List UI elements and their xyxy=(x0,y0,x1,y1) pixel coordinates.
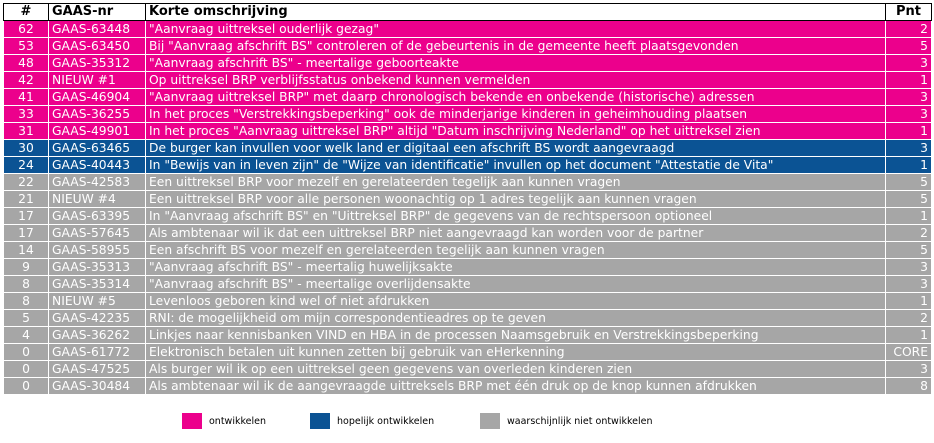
table-row xyxy=(4,310,932,327)
points-cell: 3 xyxy=(886,259,932,276)
description-cell: Een uittreksel BRP voor mezelf en gerelateerden tegelijk aan kunnen vragen xyxy=(146,174,886,191)
points-cell: 2 xyxy=(886,21,932,38)
gaas-nr-cell: GAAS-58955 xyxy=(49,242,146,259)
gaas-nr-cell: GAAS-46904 xyxy=(49,89,146,106)
points-cell: 3 xyxy=(886,89,932,106)
table-row xyxy=(4,55,932,72)
table-row xyxy=(4,208,932,225)
gaas-nr-cell: GAAS-30484 xyxy=(49,378,146,395)
description-cell: In "Aanvraag afschrift BS" en "Uittreksel BRP" de gegevens van de rechtspersoon optioneel xyxy=(146,208,886,225)
row-number: 30 xyxy=(4,140,49,157)
backlog-table xyxy=(3,3,932,395)
points-cell: 8 xyxy=(886,378,932,395)
table-row xyxy=(4,225,932,242)
legend-label: hopelijk ontwikkelen xyxy=(337,416,435,427)
row-number: 33 xyxy=(4,106,49,123)
table-row xyxy=(4,72,932,89)
gaas-nr-cell: GAAS-36262 xyxy=(49,327,146,344)
gaas-nr-cell: GAAS-35314 xyxy=(49,276,146,293)
gaas-nr-cell: GAAS-42235 xyxy=(49,310,146,327)
row-number: 9 xyxy=(4,259,49,276)
row-number: 22 xyxy=(4,174,49,191)
description-cell: In het proces "Aanvraag uittreksel BRP" altijd "Datum inschrijving Nederland" op het uittreksel zien xyxy=(146,123,886,140)
row-number: 53 xyxy=(4,38,49,55)
gaas-nr-cell: NIEUW #4 xyxy=(49,191,146,208)
gaas-nr-cell: GAAS-63448 xyxy=(49,21,146,38)
row-number: 42 xyxy=(4,72,49,89)
points-cell: 2 xyxy=(886,225,932,242)
table-row xyxy=(4,293,932,310)
table-row xyxy=(4,106,932,123)
legend-label: ontwikkelen xyxy=(209,416,266,427)
table-row xyxy=(4,123,932,140)
row-number: 4 xyxy=(4,327,49,344)
description-cell: Als ambtenaar wil ik dat een uittreksel BRP niet aangevraagd kan worden voor de partner xyxy=(146,225,886,242)
table-row xyxy=(4,242,932,259)
row-number: 0 xyxy=(4,378,49,395)
column-header-gaas-nr: GAAS-nr xyxy=(49,4,146,21)
description-cell: "Aanvraag uittreksel ouderlijk gezag" xyxy=(146,21,886,38)
row-number: 8 xyxy=(4,276,49,293)
description-cell: Als ambtenaar wil ik de aangevraagde uittreksels BRP met één druk op de knop kunnen afdrukken xyxy=(146,378,886,395)
description-cell: Elektronisch betalen uit kunnen zetten bij gebruik van eHerkenning xyxy=(146,344,886,361)
gaas-nr-cell: GAAS-47525 xyxy=(49,361,146,378)
gaas-nr-cell: GAAS-63395 xyxy=(49,208,146,225)
points-cell: 5 xyxy=(886,191,932,208)
table-row xyxy=(4,89,932,106)
table-row xyxy=(4,140,932,157)
table-row xyxy=(4,361,932,378)
gaas-nr-cell: GAAS-63450 xyxy=(49,38,146,55)
points-cell: 5 xyxy=(886,38,932,55)
description-cell: Levenloos geboren kind wel of niet afdrukken xyxy=(146,293,886,310)
points-cell: 1 xyxy=(886,123,932,140)
row-number: 0 xyxy=(4,361,49,378)
legend-swatch-pink xyxy=(182,413,202,429)
gaas-nr-cell: GAAS-36255 xyxy=(49,106,146,123)
points-cell: 3 xyxy=(886,361,932,378)
description-cell: RNI: de mogelijkheid om mijn correspondentieadres op te geven xyxy=(146,310,886,327)
points-cell: 3 xyxy=(886,276,932,293)
row-number: 0 xyxy=(4,344,49,361)
points-cell: 1 xyxy=(886,157,932,174)
row-number: 5 xyxy=(4,310,49,327)
gaas-nr-cell: GAAS-42583 xyxy=(49,174,146,191)
legend-swatch-blue xyxy=(310,413,330,429)
gaas-nr-cell: GAAS-61772 xyxy=(49,344,146,361)
gaas-nr-cell: NIEUW #1 xyxy=(49,72,146,89)
column-header-description: Korte omschrijving xyxy=(146,4,886,21)
gaas-nr-cell: GAAS-35312 xyxy=(49,55,146,72)
table-row xyxy=(4,191,932,208)
column-header-number: # xyxy=(4,4,49,21)
row-number: 14 xyxy=(4,242,49,259)
points-cell: 2 xyxy=(886,310,932,327)
gaas-nr-cell: GAAS-49901 xyxy=(49,123,146,140)
description-cell: Bij "Aanvraag afschrift BS" controleren of de gebeurtenis in de gemeente heeft plaatsgevonden xyxy=(146,38,886,55)
points-cell: 3 xyxy=(886,140,932,157)
table-row xyxy=(4,378,932,395)
points-cell: 1 xyxy=(886,72,932,89)
row-number: 17 xyxy=(4,208,49,225)
points-cell: 5 xyxy=(886,242,932,259)
table-row xyxy=(4,344,932,361)
table-header-row xyxy=(4,4,932,21)
legend-label: waarschijnlijk niet ontwikkelen xyxy=(507,416,653,427)
points-cell: 1 xyxy=(886,293,932,310)
table-row xyxy=(4,327,932,344)
table-row xyxy=(4,157,932,174)
table-row xyxy=(4,259,932,276)
row-number: 21 xyxy=(4,191,49,208)
description-cell: Als burger wil ik op een uittreksel geen gegevens van overleden kinderen zien xyxy=(146,361,886,378)
description-cell: Op uittreksel BRP verblijfsstatus onbekend kunnen vermelden xyxy=(146,72,886,89)
points-cell: CORE xyxy=(886,344,932,361)
gaas-nr-cell: GAAS-35313 xyxy=(49,259,146,276)
description-cell: Een afschrift BS voor mezelf en gerelateerden tegelijk aan kunnen vragen xyxy=(146,242,886,259)
gaas-nr-cell: NIEUW #5 xyxy=(49,293,146,310)
table-body xyxy=(4,21,932,395)
row-number: 48 xyxy=(4,55,49,72)
points-cell: 3 xyxy=(886,55,932,72)
description-cell: "Aanvraag afschrift BS" - meertalig huwelijksakte xyxy=(146,259,886,276)
row-number: 17 xyxy=(4,225,49,242)
points-cell: 1 xyxy=(886,208,932,225)
row-number: 31 xyxy=(4,123,49,140)
column-header-points: Pnt xyxy=(886,4,932,21)
description-cell: In het proces "Verstrekkingsbeperking" ook de minderjarige kinderen in geheimhouding plaatsen xyxy=(146,106,886,123)
points-cell: 1 xyxy=(886,327,932,344)
row-number: 24 xyxy=(4,157,49,174)
row-number: 8 xyxy=(4,293,49,310)
table-row xyxy=(4,174,932,191)
description-cell: In "Bewijs van in leven zijn" de "Wijze van identificatie" invullen op het document "Attestatie de Vita" xyxy=(146,157,886,174)
description-cell: Een uittreksel BRP voor alle personen woonachtig op 1 adres tegelijk aan kunnen vragen xyxy=(146,191,886,208)
table-row xyxy=(4,276,932,293)
description-cell: De burger kan invullen voor welk land er digitaal een afschrift BS wordt aangevraagd xyxy=(146,140,886,157)
table-row xyxy=(4,21,932,38)
gaas-nr-cell: GAAS-40443 xyxy=(49,157,146,174)
description-cell: "Aanvraag afschrift BS" - meertalige geboorteakte xyxy=(146,55,886,72)
description-cell: Linkjes naar kennisbanken VIND en HBA in de processen Naamsgebruik en Verstrekkingsbeperking xyxy=(146,327,886,344)
row-number: 41 xyxy=(4,89,49,106)
description-cell: "Aanvraag uittreksel BRP" met daarp chronologisch bekende en onbekende (historische) adressen xyxy=(146,89,886,106)
table-row xyxy=(4,38,932,55)
row-number: 62 xyxy=(4,21,49,38)
legend-swatch-grey xyxy=(480,413,500,429)
points-cell: 5 xyxy=(886,174,932,191)
gaas-nr-cell: GAAS-57645 xyxy=(49,225,146,242)
points-cell: 3 xyxy=(886,106,932,123)
gaas-nr-cell: GAAS-63465 xyxy=(49,140,146,157)
legend xyxy=(182,413,932,433)
description-cell: "Aanvraag afschrift BS" - meertalige overlijdensakte xyxy=(146,276,886,293)
